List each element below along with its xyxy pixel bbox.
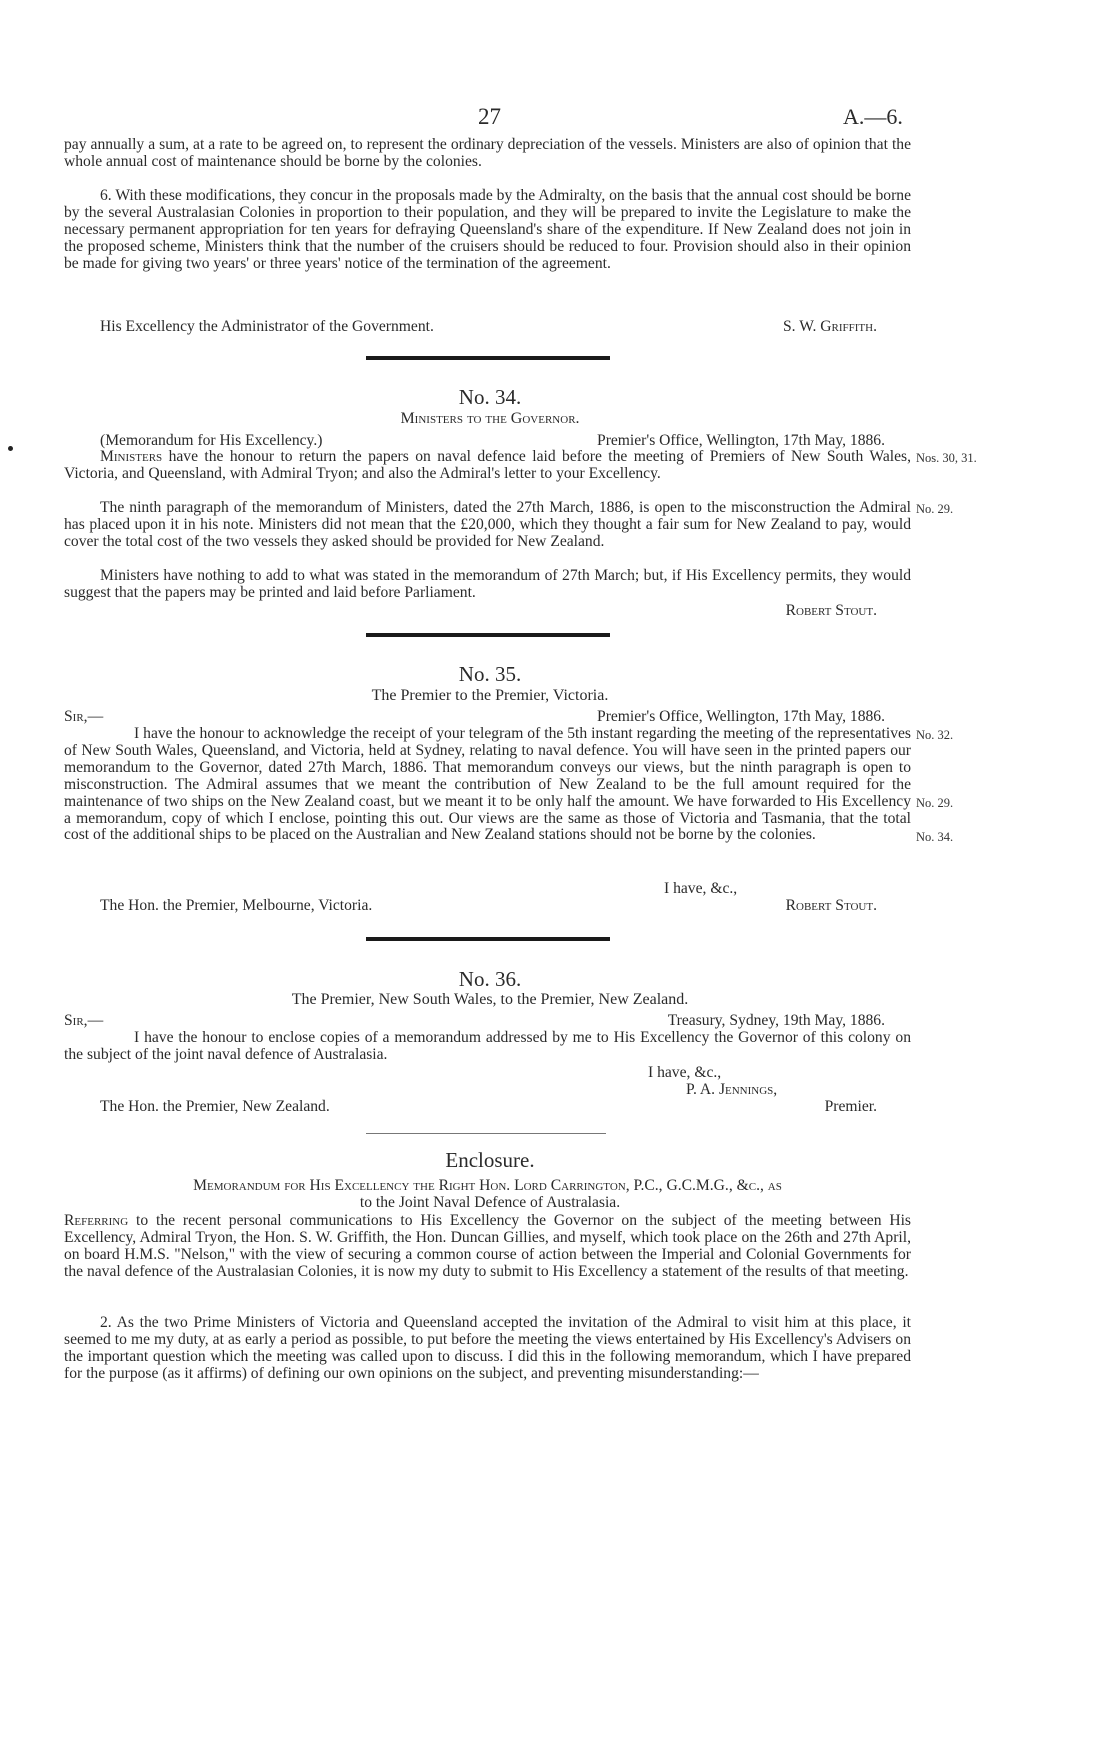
enclosure-paragraph-2: 2. As the two Prime Ministers of Victoria and Queensland accepted the invitation of the Admiral to visit him at this place, it seemed to me my duty, at as early a period as possible, to put before the meeting the views entertained by His Excellency's Advisers on the important question which the meeting was called upon to discuss. I did this in the following memorandum, which I have prepared for the purpose (as it affirms) of defining our own opinions on the subject, and preventing misunderstanding:—: [64, 1314, 911, 1382]
section-divider-thin: [366, 1133, 606, 1134]
section-34-memo-label: (Memorandum for His Excellency.): [100, 432, 323, 449]
section-36-subheading: The Premier, New South Wales, to the Premier, New Zealand.: [291, 991, 689, 1008]
section-34-paragraph-1-text: have the honour to return the papers on naval defence laid before the meeting of Premiers of New South Wales, Victoria, and Queensland, with Admiral Tryon; and also the Admiral's letter to your Excellency.: [64, 448, 911, 482]
section-34-paragraph-1: [64, 449, 911, 483]
enclosure-memo-title-line-2: to the Joint Naval Defence of Australasia.: [359, 1194, 621, 1211]
section-35-signature-row: [64, 897, 911, 915]
section-35-addressee: The Hon. the Premier, Melbourne, Victoria.: [100, 897, 373, 914]
margin-note: No. 34.: [916, 830, 954, 844]
section-divider-thick: [366, 633, 610, 637]
section-35-signature: Robert Stout.: [785, 897, 877, 914]
section-34-paragraph-2: The ninth paragraph of the memorandum of Ministers, dated the 27th March, 1886, is open to the misconstruction the Admiral has placed upon it in his note. Ministers did not mean that the £20,000, which they thought a fair sum for New Zealand to pay, would cover the total cost of the two vessels they asked should be provided for New Zealand.: [64, 499, 911, 550]
section-36-addressee: The Hon. the Premier, New Zealand.: [100, 1098, 330, 1115]
opening-signature: S. W. Griffith.: [783, 318, 877, 335]
section-36-heading: No. 36.: [458, 967, 522, 991]
section-35-closing-row: [64, 880, 911, 898]
section-34-subheading: Ministers to the Governor.: [400, 410, 580, 427]
section-36-addressee-row: [64, 1098, 911, 1116]
enclosure-heading: Enclosure.: [445, 1148, 535, 1172]
section-34-place-date: Premier's Office, Wellington, 17th May, 1886.: [597, 432, 885, 449]
section-divider-thick: [366, 356, 610, 360]
section-34-signature: Robert Stout.: [785, 602, 877, 619]
section-34-heading: No. 34.: [458, 385, 522, 409]
enclosure-paragraph-1: [64, 1213, 911, 1281]
section-36-place-date: Treasury, Sydney, 19th May, 1886.: [667, 1012, 885, 1029]
section-36-signature-title: Premier.: [824, 1098, 877, 1115]
section-35-closing: I have, &c.,: [664, 880, 738, 897]
page-number: 27: [478, 104, 501, 129]
opening-paragraph-1: pay annually a sum, at a rate to be agreed on, to represent the ordinary depreciation of the vessels. Ministers are also of opinion that the whole annual cost of maintenance should be borne by the colonies.: [64, 136, 911, 170]
section-34-paragraph-3: Ministers have nothing to add to what was stated in the memorandum of 27th March; but, if His Excellency permits, they would suggest that the papers may be printed and laid before Parliament.: [64, 567, 911, 601]
page-reference: A.—6.: [843, 104, 903, 129]
section-34-signature-row: [64, 602, 911, 620]
section-36-salutation-row: [64, 1012, 911, 1030]
opening-paragraph-2: 6. With these modifications, they concur in the proposals made by the Admiralty, on the basis that the annual cost should be borne by the several Australasian Colonies in proportion to their population, and they will be prepared to invite the Legislature to make the necessary permanent appropriation for ten years for defraying Queensland's share of the expenditure. If New Zealand does not join in the proposed scheme, Ministers think that the number of the cruisers should be reduced to four. Provision should also in their opinion be made for giving two years' or three years' notice of the termination of the agreement.: [64, 187, 911, 272]
section-35-paragraph-1: I have the honour to acknowledge the receipt of your telegram of the 5th instant regarding the meeting of the representatives of New South Wales, Queensland, and Victoria, held at Sydney, relating to naval defence. You will have seen in the printed papers our memorandum to the Governor, dated 27th March, 1886. That memorandum conveys our views, but the ninth paragraph is open to misconstruction. The Admiral assumes that we meant the contribution of New Zealand to be the full amount required for the maintenance of two ships on the New Zealand coast, but we meant it to be only half the amount. We have forwarded to His Excellency a memorandum, copy of which I enclose, pointing this out. Our views are the same as those of Victoria and Tasmania, that the total cost of the additional ships to be placed on the Australian and New Zealand stations should not be borne by the colonies.: [64, 725, 911, 844]
section-36-salutation: Sir,—: [64, 1012, 104, 1029]
enclosure-paragraph-1-text: to the recent personal communications to His Excellency the Governor on the subject of the meeting between His Excellency, Admiral Tryon, the Hon. S. W. Griffith, the Hon. Duncan Gillies, and myself, which took place on the 26th and 27th April, on board H.M.S. "Nelson," with the view of securing a common course of action between the Imperial and Colonial Governments for the naval defence of the Australasian Colonies, it is now my duty to submit to His Excellency a statement of the results of that meeting.: [64, 1212, 911, 1280]
margin-note: No. 29.: [916, 502, 954, 516]
section-36-closing-row: [64, 1064, 911, 1082]
margin-note: No. 32.: [916, 728, 954, 742]
section-35-salutation: Sir,—: [64, 708, 104, 725]
enclosure-lead-word: Referring: [64, 1212, 129, 1229]
section-36-signature-row: [64, 1081, 911, 1099]
margin-note: Nos. 30, 31.: [916, 451, 977, 465]
margin-mark: [8, 446, 13, 451]
margin-note: No. 29.: [916, 796, 954, 810]
opening-signature-row: [64, 318, 911, 336]
section-36-signature: P. A. Jennings,: [686, 1081, 778, 1098]
section-36-closing: I have, &c.,: [648, 1064, 722, 1081]
section-35-heading: No. 35.: [458, 662, 522, 686]
section-34-lead-word: Ministers: [100, 448, 163, 465]
enclosure-memo-title: [64, 1177, 911, 1195]
enclosure-memo-title-line-1: Memorandum for His Excellency the Right Hon. Lord Carrington, P.C., G.C.M.G., &c., as: [193, 1177, 782, 1194]
section-divider-thick: [366, 937, 610, 941]
section-36-paragraph-1: I have the honour to enclose copies of a memorandum addressed by me to His Excellency the Governor of this colony on the subject of the joint naval defence of Australasia.: [64, 1029, 911, 1063]
section-35-place-date: Premier's Office, Wellington, 17th May, 1886.: [597, 708, 885, 725]
section-35-salutation-row: [64, 708, 911, 726]
section-35-subheading: The Premier to the Premier, Victoria.: [371, 687, 609, 704]
opening-addressee: His Excellency the Administrator of the Government.: [100, 318, 434, 335]
